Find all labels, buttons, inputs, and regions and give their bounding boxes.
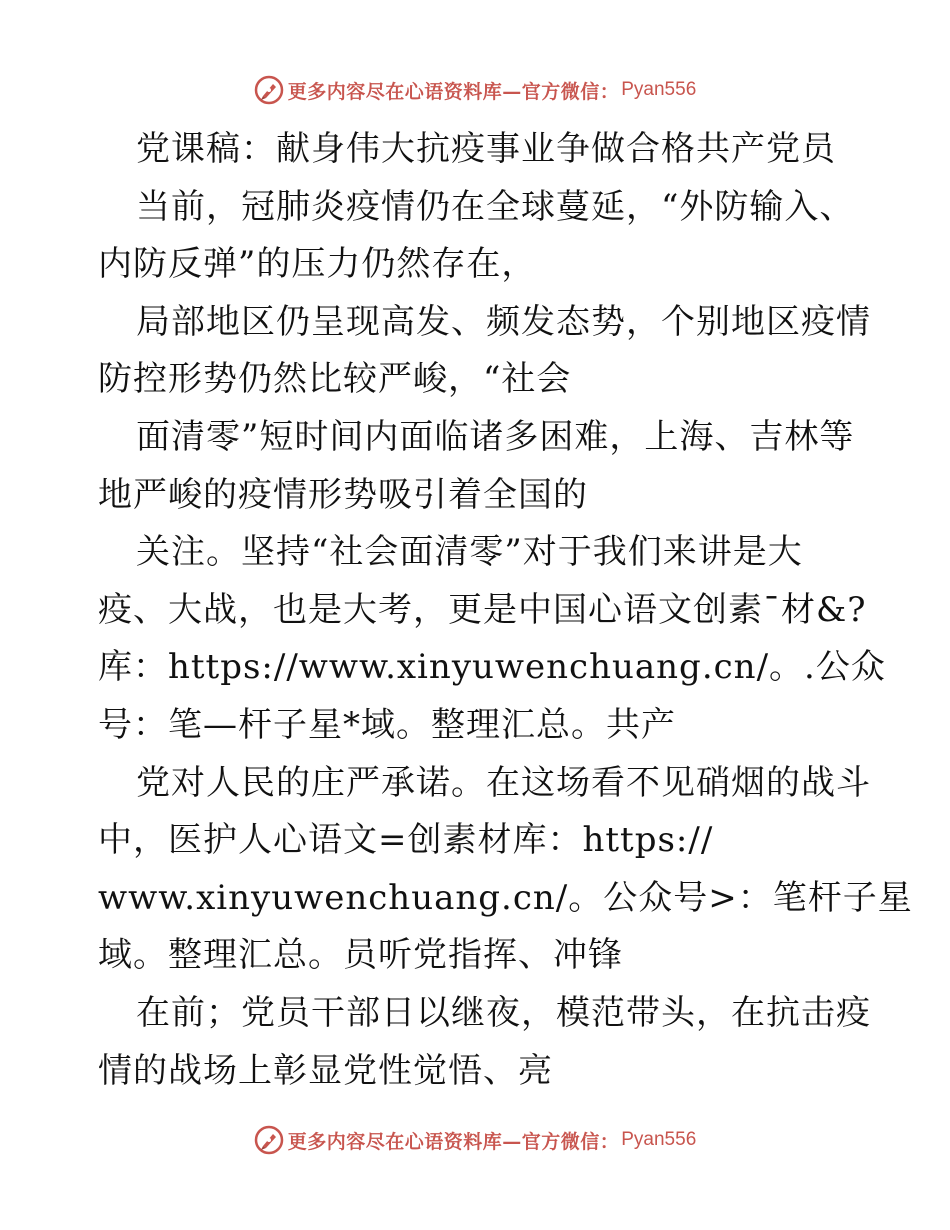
fountain-pen-logo-icon (254, 1125, 284, 1155)
document-line: 局部地区仍呈现高发、频发态势，个别地区疫情 (136, 301, 871, 342)
document-line: 域。整理汇总。员听党指挥、冲锋 (98, 935, 623, 976)
document-line: 在前；党员干部日以继夜，模范带头，在抗击疫 (136, 992, 871, 1033)
document-line: 党对人民的庄严承诺。在这场看不见硝烟的战斗 (136, 762, 871, 803)
document-line: 号：笔—杆子星*域。整理汇总。共产 (98, 704, 676, 745)
footer-wechat-id: Pyan556 (621, 1129, 697, 1150)
document-line: 中，医护人心语文=创素材库：https:// (98, 820, 714, 861)
document-line: www.xinyuwenchuang.cn/。公众号>：笔杆子星 (98, 877, 913, 918)
document-line: 地严峻的疫情形势吸引着全国的 (98, 474, 588, 515)
header-banner (0, 70, 950, 110)
document-line: 库：https://www.xinyuwenchuang.cn/。.公众 (98, 647, 886, 688)
document-line: 关注。坚持“社会面清零”对于我们来讲是大 (136, 532, 803, 573)
document-body (98, 121, 913, 1100)
document-line: 疫、大战，也是大考，更是中国心语文创素¯材&? (98, 589, 867, 630)
document-line: 防控形势仍然比较严峻，“社会 (98, 359, 572, 400)
footer-banner (0, 1120, 950, 1160)
document-line: 面清零”短时间内面临诸多困难，上海、吉林等 (136, 416, 855, 457)
fountain-pen-logo-icon (254, 75, 284, 105)
footer-banner-text: 更多内容尽在心语资料库—官方微信： (287, 1130, 620, 1153)
header-banner-text: 更多内容尽在心语资料库—官方微信： (287, 80, 620, 103)
document-line: 当前，冠肺炎疫情仍在全球蔓延，“外防输入、 (136, 186, 855, 227)
document-line: 情的战场上彰显党性觉悟、亮 (98, 1050, 553, 1091)
header-wechat-id: Pyan556 (621, 79, 697, 100)
document-line: 内防反弹”的压力仍然存在， (98, 244, 537, 285)
document-line: 党课稿：献身伟大抗疫事业争做合格共产党员 (136, 129, 836, 169)
